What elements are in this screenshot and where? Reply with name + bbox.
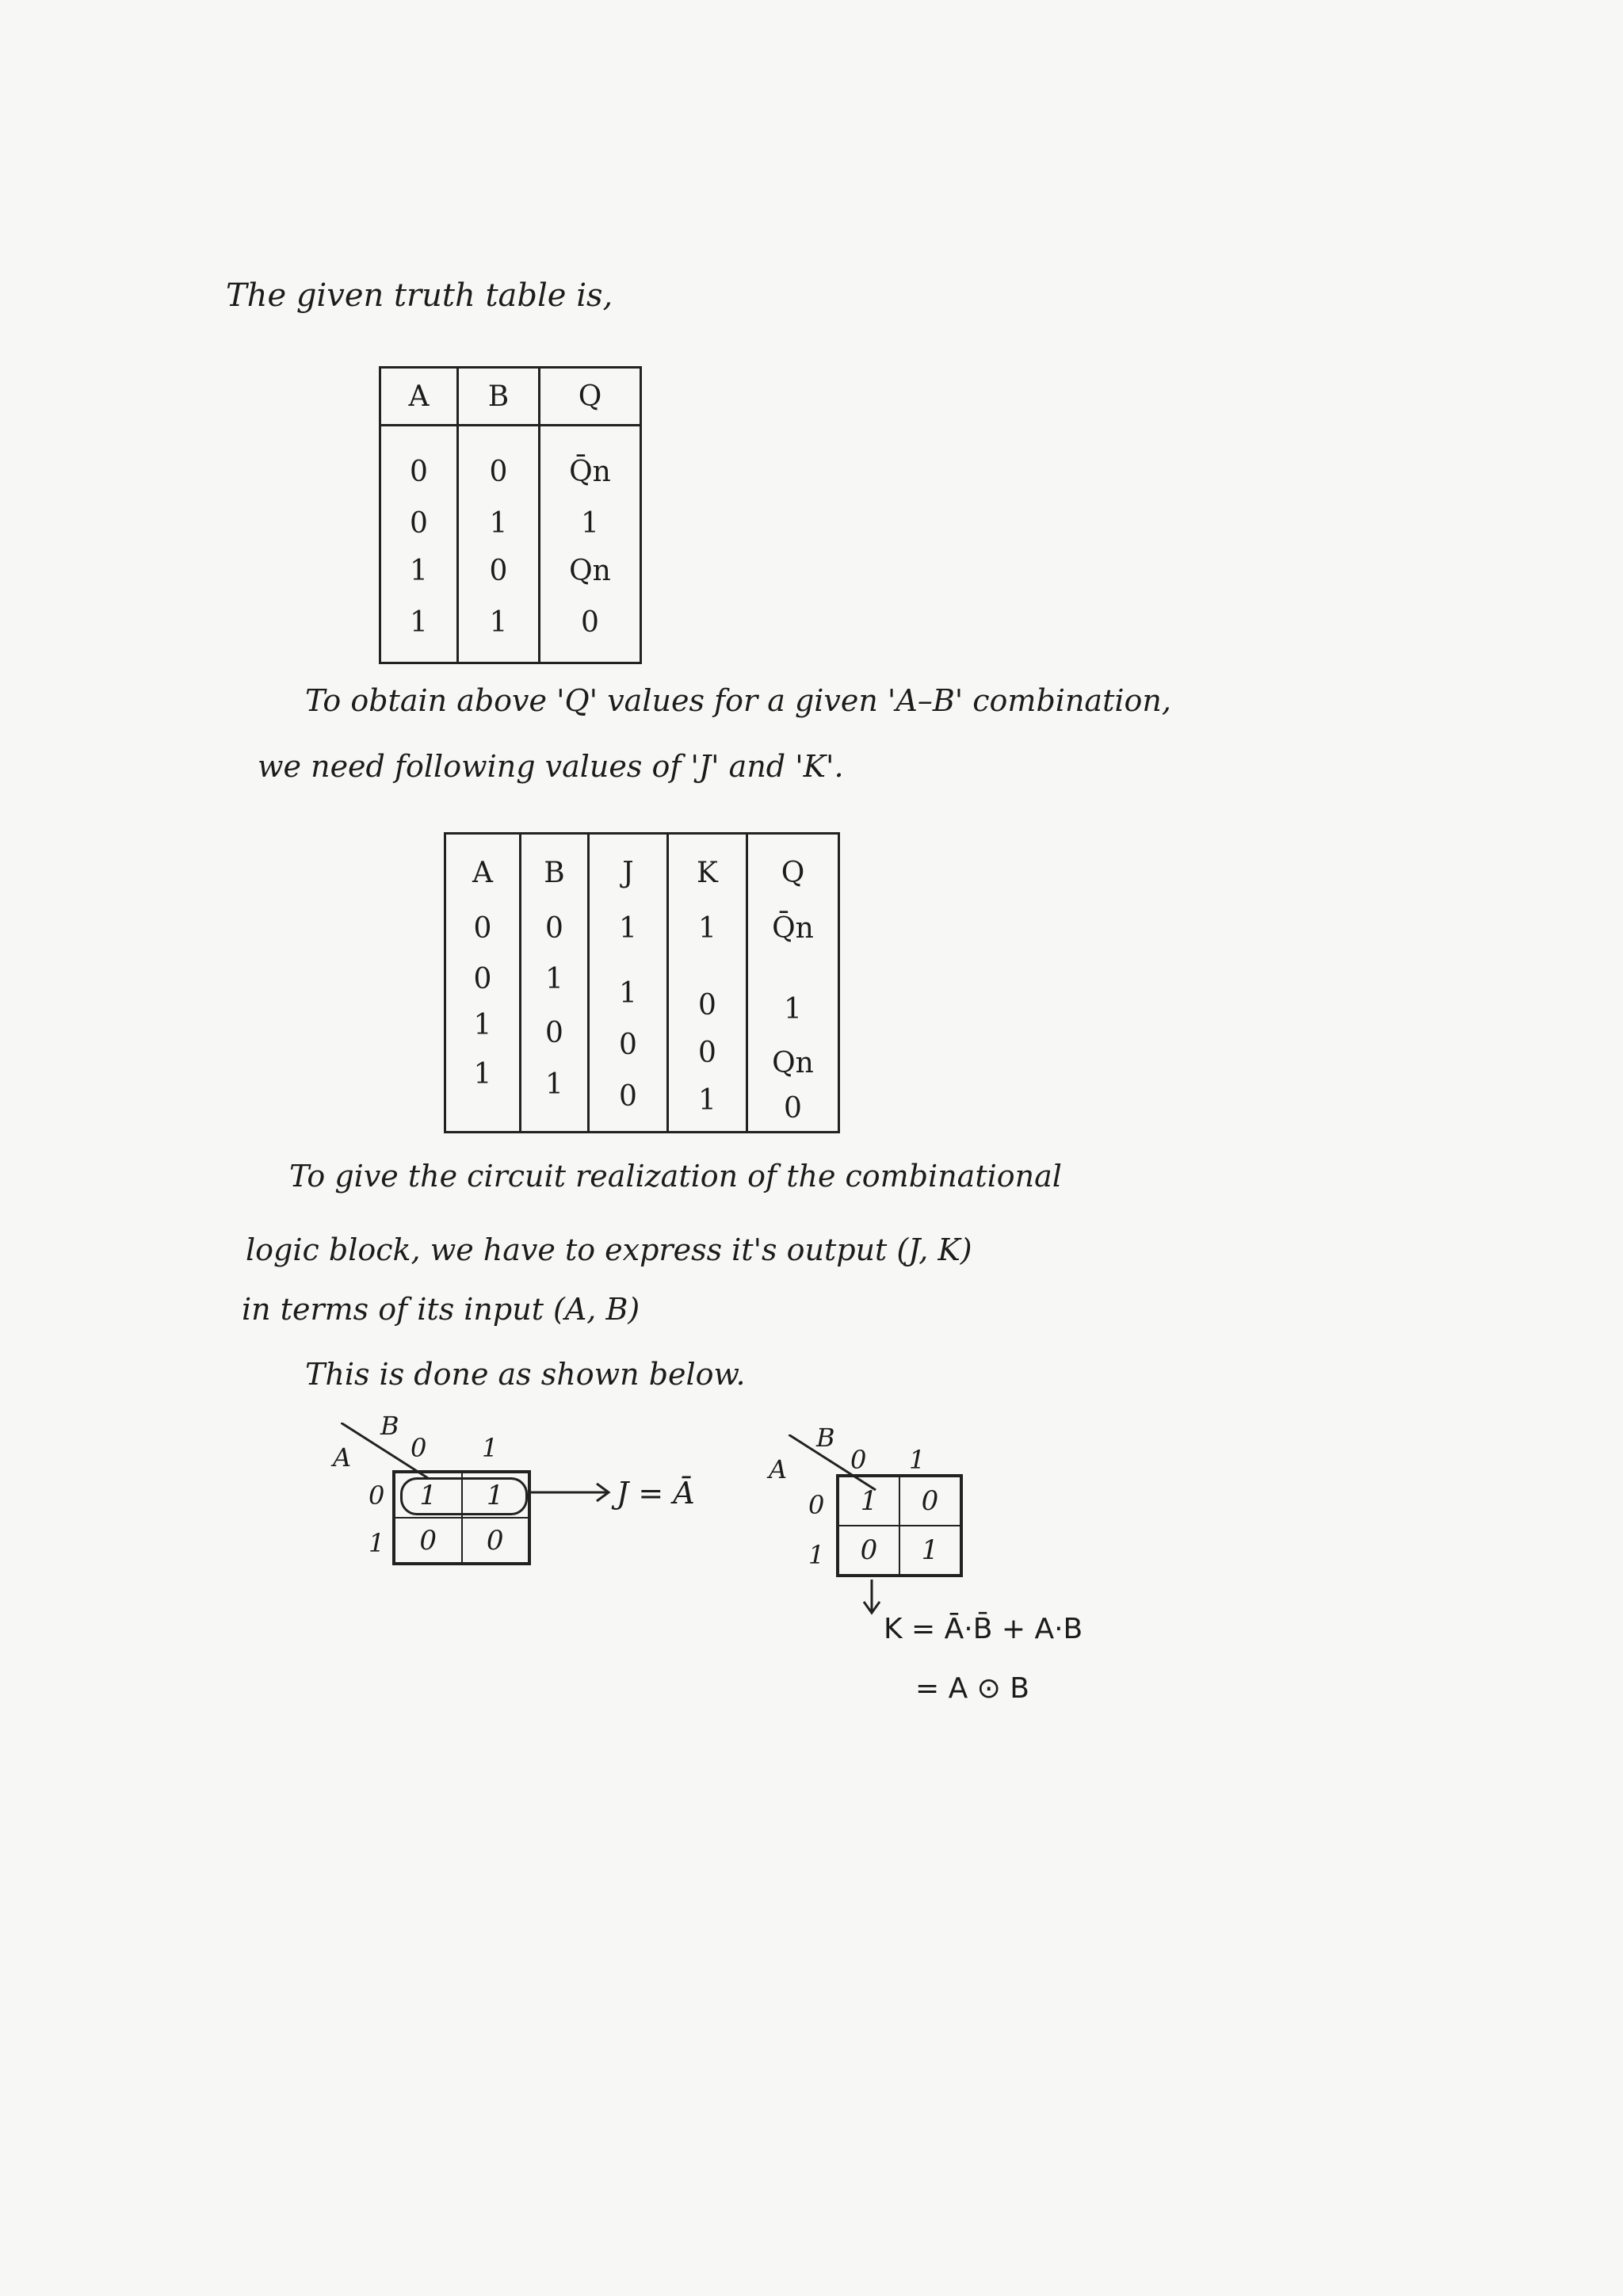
truth-table-jk: [444, 832, 840, 1133]
kmap-k-col-label: 1: [909, 1445, 926, 1475]
kmap-k-cell: 1: [838, 1477, 899, 1526]
table2-cell: 0: [619, 1079, 637, 1113]
kmap-j-col-label: 1: [482, 1433, 498, 1463]
para2-line4: This is done as shown below.: [305, 1357, 746, 1392]
kmap-j-row-var: A: [333, 1442, 352, 1473]
table2-cell: 1: [545, 962, 563, 995]
kmap-j-row-label: 0: [369, 1480, 385, 1511]
table2-header-a: A: [472, 856, 493, 889]
table1-cell: 1: [489, 506, 508, 540]
table2-header-k: K: [697, 856, 718, 889]
table1-cell: 1: [489, 606, 508, 639]
kmap-j-cell: 0: [395, 1518, 462, 1563]
table2-cell: 0: [698, 988, 716, 1022]
table2-cell: 1: [545, 1068, 563, 1101]
table2-cell: 1: [784, 992, 802, 1026]
kmap-j-group-loop: [400, 1477, 528, 1515]
kmap-j-col-var: B: [380, 1411, 399, 1441]
table1-cell: 1: [410, 606, 428, 639]
table1-cell: 0: [581, 606, 599, 639]
table1-cell: 1: [410, 554, 428, 587]
table2-header-j: J: [622, 856, 634, 889]
table2-cell: 0: [473, 911, 492, 945]
table2-cell: Q̄n: [772, 911, 814, 945]
table2-header-b: B: [544, 856, 565, 889]
kmap-k-col-var: B: [816, 1423, 835, 1453]
para2-line3: in terms of its input (A, B): [242, 1292, 640, 1327]
table2-cell: 1: [619, 976, 637, 1010]
table2-cell: 1: [473, 1057, 492, 1091]
table1-cell: 0: [489, 455, 508, 488]
table2-cell: Qn: [772, 1046, 814, 1079]
table2-cell: 1: [698, 1083, 716, 1117]
kmap-j-row-label: 1: [369, 1528, 385, 1558]
kmap-k: [757, 1423, 1153, 1708]
para1-line1: To obtain above 'Q' values for a given 'A–B' combination,: [305, 683, 1171, 718]
kmap-k-cell: 1: [899, 1526, 960, 1575]
kmap-k-row-label: 0: [808, 1490, 825, 1520]
table2-cell: 0: [698, 1036, 716, 1069]
kmap-k-row-label: 1: [808, 1540, 825, 1570]
arrow-down-icon: [860, 1580, 884, 1619]
table2-cell: 0: [545, 911, 563, 945]
table2-header-q: Q: [781, 856, 805, 889]
table2-cell: 0: [545, 1016, 563, 1049]
kmap-k-result-line2: = A ⊙ B: [915, 1672, 1029, 1705]
kmap-k-row-var: A: [769, 1454, 788, 1484]
table2-cell: 1: [473, 1008, 492, 1041]
kmap-k-cell: 0: [899, 1477, 960, 1526]
kmap-j-cell: 1: [462, 1473, 529, 1518]
kmap-j-col-label: 0: [411, 1433, 427, 1463]
intro-text: The given truth table is,: [226, 277, 613, 314]
para2-line1: To give the circuit realization of the combinational: [289, 1159, 1062, 1194]
para2-line2: logic block, we have to express it's output (J, K): [246, 1232, 972, 1267]
table2-cell: 0: [784, 1091, 802, 1125]
table1-cell: 0: [410, 455, 428, 488]
para1-line2: we need following values of 'J' and 'K'.: [258, 749, 844, 784]
kmap-k-grid: [836, 1474, 963, 1577]
kmap-k-result-line1: K = Ā·B̄ + A·B: [884, 1613, 1083, 1645]
kmap-j-cell: 1: [395, 1473, 462, 1518]
kmap-j: [325, 1411, 737, 1577]
table1-header-q: Q: [578, 380, 602, 413]
table2-cell: 1: [619, 911, 637, 945]
table1-cell: Q̄n: [569, 455, 611, 488]
table1-cell: 0: [410, 506, 428, 540]
table1-cell: 1: [581, 506, 599, 540]
table1-cell: 0: [489, 554, 508, 587]
kmap-k-cell: 0: [838, 1526, 899, 1575]
kmap-k-col-label: 0: [850, 1445, 867, 1475]
table2-cell: 0: [473, 962, 492, 995]
kmap-j-cell: 0: [462, 1518, 529, 1563]
table1-header-a: A: [408, 380, 430, 413]
arrow-right-icon: [529, 1480, 624, 1504]
truth-table-q: [379, 366, 642, 664]
table2-cell: 0: [619, 1028, 637, 1061]
table1-cell: Qn: [569, 554, 611, 587]
table2-cell: 1: [698, 911, 716, 945]
kmap-j-result: J = Ā: [617, 1476, 695, 1511]
table1-header-b: B: [487, 380, 510, 413]
